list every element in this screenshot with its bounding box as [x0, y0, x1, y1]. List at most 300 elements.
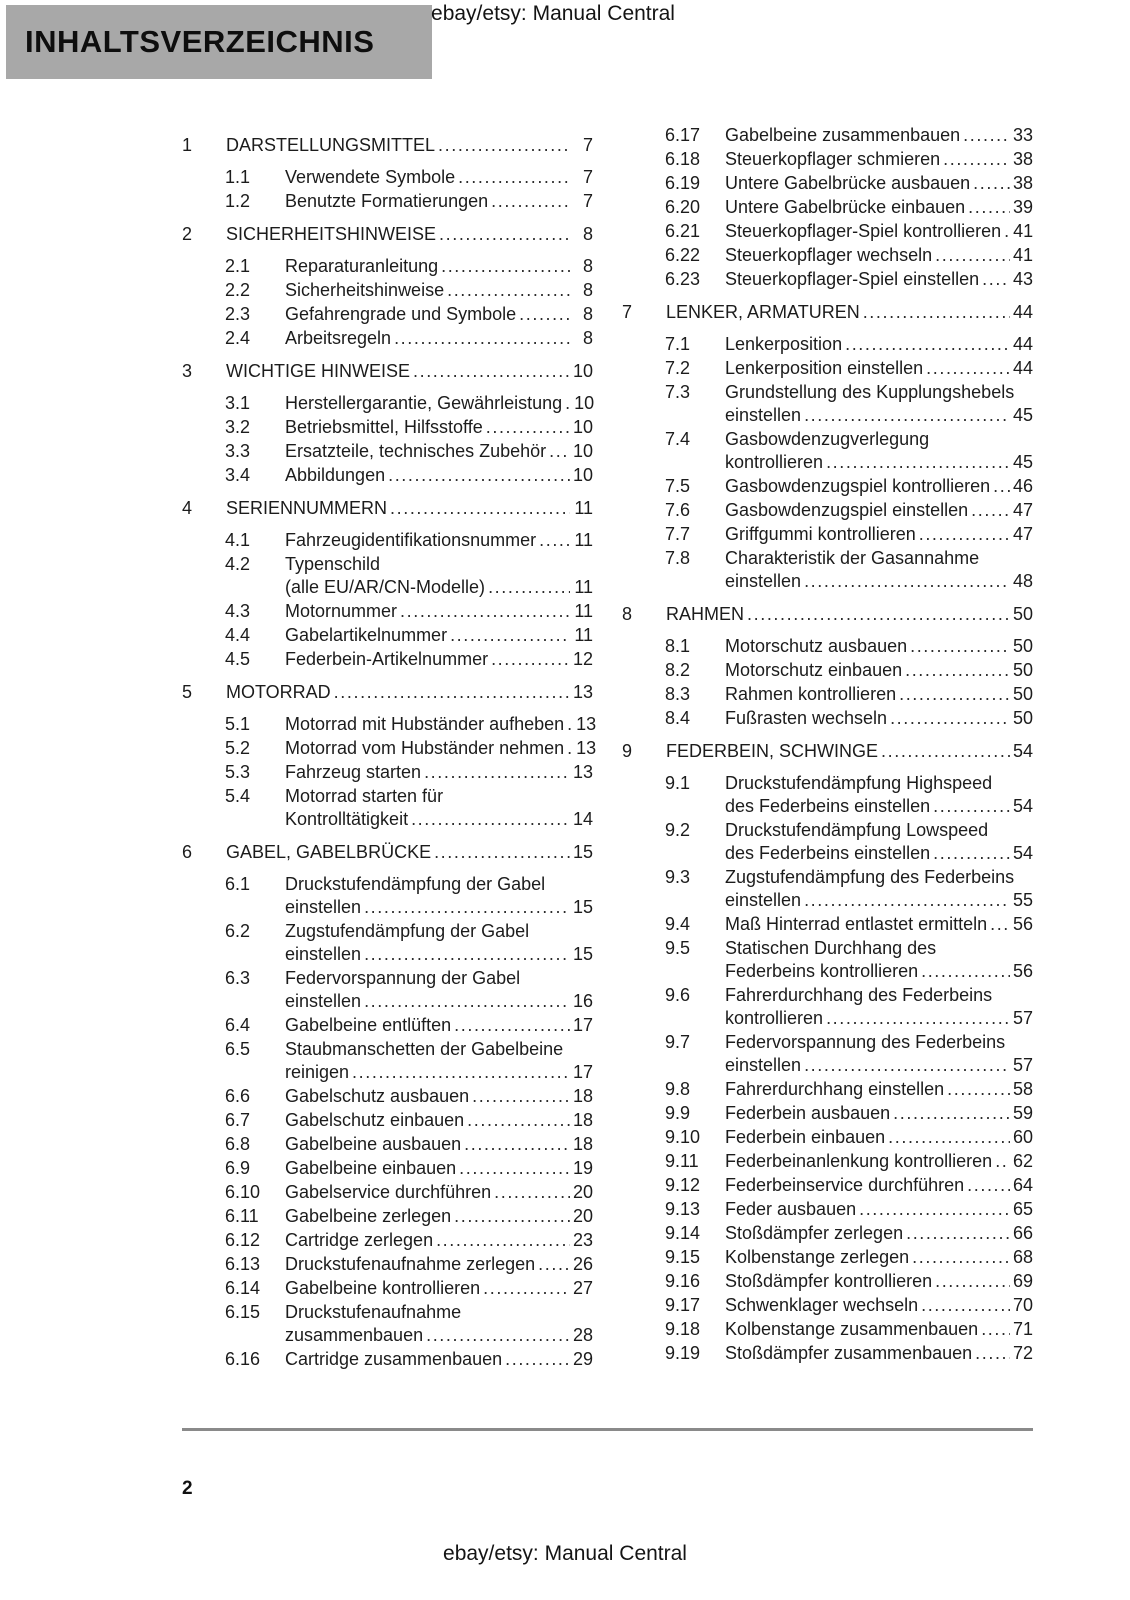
item-lastline [285, 624, 593, 647]
item-title-line: Fahrerdurchhang des Federbeins [725, 985, 993, 1005]
item-number: 8.1 [665, 636, 691, 656]
item-title: Motornummer [285, 601, 398, 621]
item-lastline [285, 943, 593, 966]
chapter-body [666, 603, 1033, 626]
leader-dots [990, 913, 1010, 936]
item-body [285, 1348, 593, 1371]
item-title-line: Staubmanschetten der Gabelbeine [285, 1039, 564, 1059]
leader-dots [893, 1102, 1010, 1125]
item-number: 9.4 [665, 914, 691, 934]
item-body [725, 1102, 1033, 1125]
item-lastline [285, 255, 593, 278]
item-lastline [285, 416, 593, 439]
item-number: 3.3 [225, 441, 251, 461]
item-row [225, 1348, 593, 1371]
item-number: 6.23 [665, 269, 701, 289]
item-body [725, 244, 1033, 267]
item-lastline [725, 1054, 1033, 1077]
item-number: 9.18 [665, 1319, 701, 1339]
item-lastline [725, 244, 1033, 267]
item-row [665, 196, 1033, 219]
item-row [225, 713, 597, 736]
item-row [225, 1205, 593, 1228]
item-title-line: Druckstufendämpfung der Gabel [285, 874, 546, 894]
leader-dots [859, 1198, 1010, 1221]
item-lastline [725, 570, 1033, 593]
item-title: Kontrolltätigkeit [285, 809, 409, 829]
item-title: Gabelbeine ausbauen [285, 1134, 462, 1154]
item-number: 7.4 [665, 429, 691, 449]
item-lastline [725, 1102, 1033, 1125]
item-page-number: 60 [1013, 1127, 1034, 1147]
item-body [725, 475, 1033, 498]
item-lastline [725, 1318, 1033, 1341]
item-row [665, 428, 1033, 474]
leader-dots [935, 1270, 1010, 1293]
item-lastline [725, 148, 1033, 171]
leader-dots [826, 1007, 1010, 1030]
item-page-number: 15 [573, 944, 594, 964]
item-lastline [725, 499, 1033, 522]
item-number: 6.13 [225, 1254, 261, 1274]
item-title: Gabelbeine entlüften [285, 1015, 452, 1035]
chapter-number: 3 [182, 361, 193, 381]
item-page-number: 57 [1013, 1055, 1034, 1075]
item-body [285, 303, 593, 326]
item-row [665, 1102, 1033, 1125]
leader-dots [921, 1294, 1010, 1317]
item-row [665, 172, 1033, 195]
item-title: Gabelbeine zusammenbauen [725, 125, 961, 145]
item-page-number: 62 [1013, 1151, 1034, 1171]
item-title: Federbein ausbauen [725, 1103, 891, 1123]
item-title: einstellen [725, 571, 802, 591]
item-body [725, 196, 1033, 219]
chapter-number: 9 [622, 741, 633, 761]
item-page-number: 55 [1013, 890, 1034, 910]
leader-dots [968, 196, 1010, 219]
leader-dots [905, 659, 1010, 682]
item-title: Motorrad mit Hubständer aufheben [285, 714, 565, 734]
item-body [725, 124, 1033, 147]
item-body [725, 381, 1033, 427]
item-body [285, 600, 593, 623]
leader-dots [845, 333, 1010, 356]
chapter-title: GABEL, GABELBRÜCKE [226, 842, 432, 862]
item-body [725, 635, 1033, 658]
chapter-lastline [226, 360, 593, 383]
item-title: Untere Gabelbrücke ausbauen [725, 173, 971, 193]
item-page-number: 68 [1013, 1247, 1034, 1267]
item-title: Fahrzeugidentifikationsnummer [285, 530, 537, 550]
item-row [225, 1157, 593, 1180]
item-number: 6.5 [225, 1039, 251, 1059]
item-lastline [725, 683, 1033, 706]
item-page-number: 12 [573, 649, 594, 669]
leader-dots [483, 1277, 570, 1300]
leader-dots [539, 529, 570, 552]
item-row [225, 967, 593, 1013]
item-lastline [725, 357, 1033, 380]
leader-dots [981, 1318, 1010, 1341]
item-title: Steuerkopflager schmieren [725, 149, 941, 169]
item-lastline [285, 1085, 593, 1108]
item-number: 6.11 [225, 1206, 259, 1226]
item-body [285, 255, 593, 278]
leader-dots [899, 683, 1010, 706]
item-row [665, 819, 1033, 865]
chapter-lastline [226, 223, 593, 246]
item-title-line: Motorrad starten für [285, 786, 444, 806]
item-title-line: Zugstufendämpfung der Gabel [285, 921, 530, 941]
item-body [725, 1318, 1033, 1341]
item-body [285, 1253, 593, 1276]
item-body [285, 529, 593, 552]
item-page-number: 11 [574, 530, 593, 550]
item-row [665, 547, 1033, 593]
item-lastline [725, 523, 1033, 546]
item-number: 9.5 [665, 938, 691, 958]
item-row [665, 659, 1033, 682]
item-row [225, 1109, 593, 1132]
chapter-number: 1 [182, 135, 193, 155]
item-row [665, 148, 1033, 171]
item-row [665, 1318, 1033, 1341]
item-lastline [725, 268, 1033, 291]
leader-dots [464, 1133, 570, 1156]
item-row [665, 1198, 1033, 1221]
item-body [285, 967, 593, 1013]
item-page-number: 71 [1013, 1319, 1034, 1339]
item-lastline [285, 1253, 593, 1276]
item-page-number: 16 [573, 991, 594, 1011]
item-number: 4.1 [225, 530, 251, 550]
item-body [725, 659, 1033, 682]
item-number: 6.20 [665, 197, 701, 217]
item-body [725, 1150, 1033, 1173]
item-number: 3.4 [225, 465, 251, 485]
item-page-number: 8 [582, 280, 593, 300]
item-page-number: 18 [573, 1086, 594, 1106]
chapter-page-number: 10 [573, 361, 594, 381]
item-lastline [725, 1246, 1033, 1269]
item-title: Gasbowdenzugspiel kontrollieren [725, 476, 991, 496]
item-row [225, 1229, 593, 1252]
leader-dots [538, 1253, 570, 1276]
chapter-page-number: 8 [582, 224, 593, 244]
item-title: Sicherheitshinweise [285, 280, 445, 300]
leader-dots [364, 896, 570, 919]
item-body [285, 190, 593, 213]
item-page-number: 18 [573, 1110, 594, 1130]
item-title: Federbein-Artikelnummer [285, 649, 489, 669]
chapter-title: LENKER, ARMATUREN [666, 302, 860, 322]
item-number: 6.9 [225, 1158, 251, 1178]
chapter-body [226, 497, 593, 520]
leader-dots [426, 1324, 570, 1347]
item-title: Kolbenstange zerlegen [725, 1247, 910, 1267]
item-number: 9.11 [665, 1151, 699, 1171]
leader-dots [933, 842, 1010, 865]
item-row [665, 1150, 1033, 1173]
item-number: 1.2 [225, 191, 251, 211]
leader-dots [881, 740, 1010, 763]
item-lastline [285, 808, 593, 831]
item-number: 9.1 [665, 773, 691, 793]
item-title: Reparaturanleitung [285, 256, 439, 276]
item-body [725, 1246, 1033, 1269]
item-title: Druckstufenaufnahme zerlegen [285, 1254, 536, 1274]
leader-dots [565, 392, 571, 415]
item-number: 6.18 [665, 149, 701, 169]
item-page-number: 20 [573, 1206, 594, 1226]
leader-dots [567, 737, 573, 760]
chapter-row [182, 841, 593, 864]
item-title: Betriebsmittel, Hilfsstoffe [285, 417, 483, 437]
item-page-number: 27 [573, 1278, 594, 1298]
item-title: Steuerkopflager wechseln [725, 245, 933, 265]
item-number: 8.4 [665, 708, 691, 728]
item-body [285, 1181, 593, 1204]
item-number: 7.8 [665, 548, 691, 568]
item-page-number: 54 [1013, 796, 1034, 816]
item-title: Untere Gabelbrücke einbauen [725, 197, 966, 217]
item-number: 2.4 [225, 328, 251, 348]
item-body [285, 761, 593, 784]
item-body [285, 1109, 593, 1132]
item-lastline [725, 475, 1033, 498]
leader-dots [486, 416, 570, 439]
item-title-line: Gasbowdenzugverlegung [725, 429, 930, 449]
item-number: 7.3 [665, 382, 691, 402]
item-lastline [285, 279, 593, 302]
item-lastline [285, 529, 593, 552]
chapter-body [666, 301, 1033, 324]
item-title: Maß Hinterrad entlastet ermitteln [725, 914, 988, 934]
item-number: 9.13 [665, 1199, 701, 1219]
item-title: Gabelbeine einbauen [285, 1158, 457, 1178]
item-title-line: Druckstufendämpfung Lowspeed [725, 820, 989, 840]
item-page-number: 44 [1013, 358, 1034, 378]
leader-dots [491, 648, 570, 671]
item-lastline [725, 1294, 1033, 1317]
item-row [225, 303, 593, 326]
item-body [725, 913, 1033, 936]
item-number: 7.1 [665, 334, 691, 354]
item-title: Griffgummi kontrollieren [725, 524, 916, 544]
item-title: Gabelservice durchführen [285, 1182, 492, 1202]
item-body [285, 1301, 593, 1347]
item-body [725, 1031, 1033, 1077]
item-number: 6.12 [225, 1230, 261, 1250]
item-number: 5.4 [225, 786, 251, 806]
item-body [725, 547, 1033, 593]
item-title: Federbeins kontrollieren [725, 961, 919, 981]
item-number: 4.2 [225, 554, 251, 574]
item-number: 6.8 [225, 1134, 251, 1154]
item-page-number: 41 [1013, 221, 1034, 241]
item-row [665, 937, 1033, 983]
item-row [665, 499, 1033, 522]
item-body [285, 1229, 593, 1252]
chapter-body [226, 223, 593, 246]
item-title-line: Federvorspannung der Gabel [285, 968, 521, 988]
item-title: Benutzte Formatierungen [285, 191, 489, 211]
item-page-number: 14 [573, 809, 594, 829]
item-page-number: 10 [573, 465, 594, 485]
item-row [225, 1301, 593, 1347]
chapter-number: 4 [182, 498, 193, 518]
leader-dots [439, 223, 570, 246]
item-page-number: 13 [573, 762, 594, 782]
item-title: Gabelschutz ausbauen [285, 1086, 470, 1106]
item-title: Schwenklager wechseln [725, 1295, 919, 1315]
item-lastline [725, 1270, 1033, 1293]
chapter-page-number: 44 [1013, 302, 1034, 322]
leader-dots [400, 600, 570, 623]
item-row [225, 600, 593, 623]
item-number: 9.17 [665, 1295, 701, 1315]
toc-column [622, 124, 1033, 1366]
chapter-row [182, 497, 593, 520]
item-page-number: 57 [1013, 1008, 1034, 1028]
item-body [725, 707, 1033, 730]
item-number: 6.17 [665, 125, 701, 145]
leader-dots [919, 523, 1010, 546]
leader-dots [438, 134, 570, 157]
item-row [225, 166, 593, 189]
item-page-number: 39 [1013, 197, 1034, 217]
header-brand-text: ebay/etsy: Manual Central [431, 2, 675, 25]
item-title: Gabelbeine zerlegen [285, 1206, 452, 1226]
leader-dots [910, 635, 1010, 658]
item-lastline [285, 761, 593, 784]
item-lastline [725, 960, 1033, 983]
leader-dots [995, 1150, 1010, 1173]
item-lastline [285, 303, 593, 326]
item-row [225, 392, 593, 415]
item-lastline [285, 713, 597, 736]
item-row [665, 381, 1033, 427]
item-body [285, 392, 593, 415]
item-row [665, 866, 1033, 912]
item-row [665, 523, 1033, 546]
item-page-number: 38 [1013, 149, 1034, 169]
item-row [665, 220, 1033, 243]
chapter-title: RAHMEN [666, 604, 745, 624]
item-row [225, 327, 593, 350]
item-body [285, 553, 593, 599]
item-page-number: 43 [1013, 269, 1034, 289]
item-lastline [725, 1007, 1033, 1030]
item-lastline [725, 404, 1033, 427]
leader-dots [943, 148, 1010, 171]
item-body [725, 499, 1033, 522]
item-title: einstellen [725, 405, 802, 425]
chapter-number: 7 [622, 302, 633, 322]
item-lastline [285, 1133, 593, 1156]
item-title: Kolbenstange zusammenbauen [725, 1319, 979, 1339]
chapter-body [666, 740, 1033, 763]
item-title: Ersatzteile, technisches Zubehör [285, 441, 547, 461]
item-page-number: 72 [1013, 1343, 1034, 1363]
leader-dots [926, 357, 1010, 380]
chapter-row [622, 740, 1033, 763]
item-row [665, 1246, 1033, 1269]
item-row [225, 529, 593, 552]
leader-dots [890, 707, 1010, 730]
item-lastline [285, 737, 597, 760]
item-title: Lenkerposition [725, 334, 843, 354]
item-title: Motorschutz ausbauen [725, 636, 908, 656]
leader-dots [888, 1126, 1010, 1149]
item-row [225, 1133, 593, 1156]
item-page-number: 13 [576, 714, 597, 734]
item-number: 9.19 [665, 1343, 701, 1363]
item-lastline [725, 124, 1033, 147]
footer-rule [182, 1428, 1033, 1431]
chapter-lastline [226, 134, 593, 157]
leader-dots [975, 1342, 1010, 1365]
item-row [665, 1126, 1033, 1149]
leader-dots [935, 244, 1010, 267]
item-body [725, 148, 1033, 171]
item-row [665, 984, 1033, 1030]
leader-dots [413, 360, 570, 383]
item-row [665, 1342, 1033, 1365]
item-number: 9.12 [665, 1175, 701, 1195]
leader-dots [947, 1078, 1010, 1101]
item-title-line: Druckstufendämpfung Highspeed [725, 773, 993, 793]
item-body [285, 713, 597, 736]
item-lastline [725, 889, 1033, 912]
leader-dots [441, 255, 570, 278]
item-title: Gabelbeine kontrollieren [285, 1278, 481, 1298]
item-title: einstellen [285, 991, 362, 1011]
leader-dots [963, 124, 1010, 147]
item-number: 9.2 [665, 820, 691, 840]
chapter-number: 6 [182, 842, 193, 862]
chapter-lastline [226, 497, 593, 520]
item-lastline [285, 1277, 593, 1300]
leader-dots [454, 1205, 570, 1228]
item-lastline [285, 464, 593, 487]
leader-dots [921, 960, 1010, 983]
item-page-number: 10 [574, 393, 595, 413]
item-title: Rahmen kontrollieren [725, 684, 897, 704]
item-title-line: Druckstufenaufnahme [285, 1302, 462, 1322]
item-number: 9.3 [665, 867, 691, 887]
item-page-number: 17 [573, 1062, 594, 1082]
item-body [725, 1294, 1033, 1317]
item-page-number: 56 [1013, 914, 1034, 934]
item-lastline [725, 1342, 1033, 1365]
item-title: Fahrerdurchhang einstellen [725, 1079, 945, 1099]
leader-dots [826, 451, 1010, 474]
item-page-number: 11 [574, 577, 593, 597]
item-page-number: 47 [1013, 524, 1034, 544]
item-number: 6.7 [225, 1110, 251, 1130]
chapter-page-number: 13 [573, 682, 594, 702]
item-body [725, 333, 1033, 356]
item-number: 7.6 [665, 500, 691, 520]
item-page-number: 8 [582, 304, 593, 324]
item-page-number: 44 [1013, 334, 1034, 354]
item-page-number: 10 [573, 417, 594, 437]
item-body [285, 737, 597, 760]
item-title: Federbeinanlenkung kontrollieren [725, 1151, 993, 1171]
item-title-line: Federvorspannung des Federbeins [725, 1032, 1006, 1052]
